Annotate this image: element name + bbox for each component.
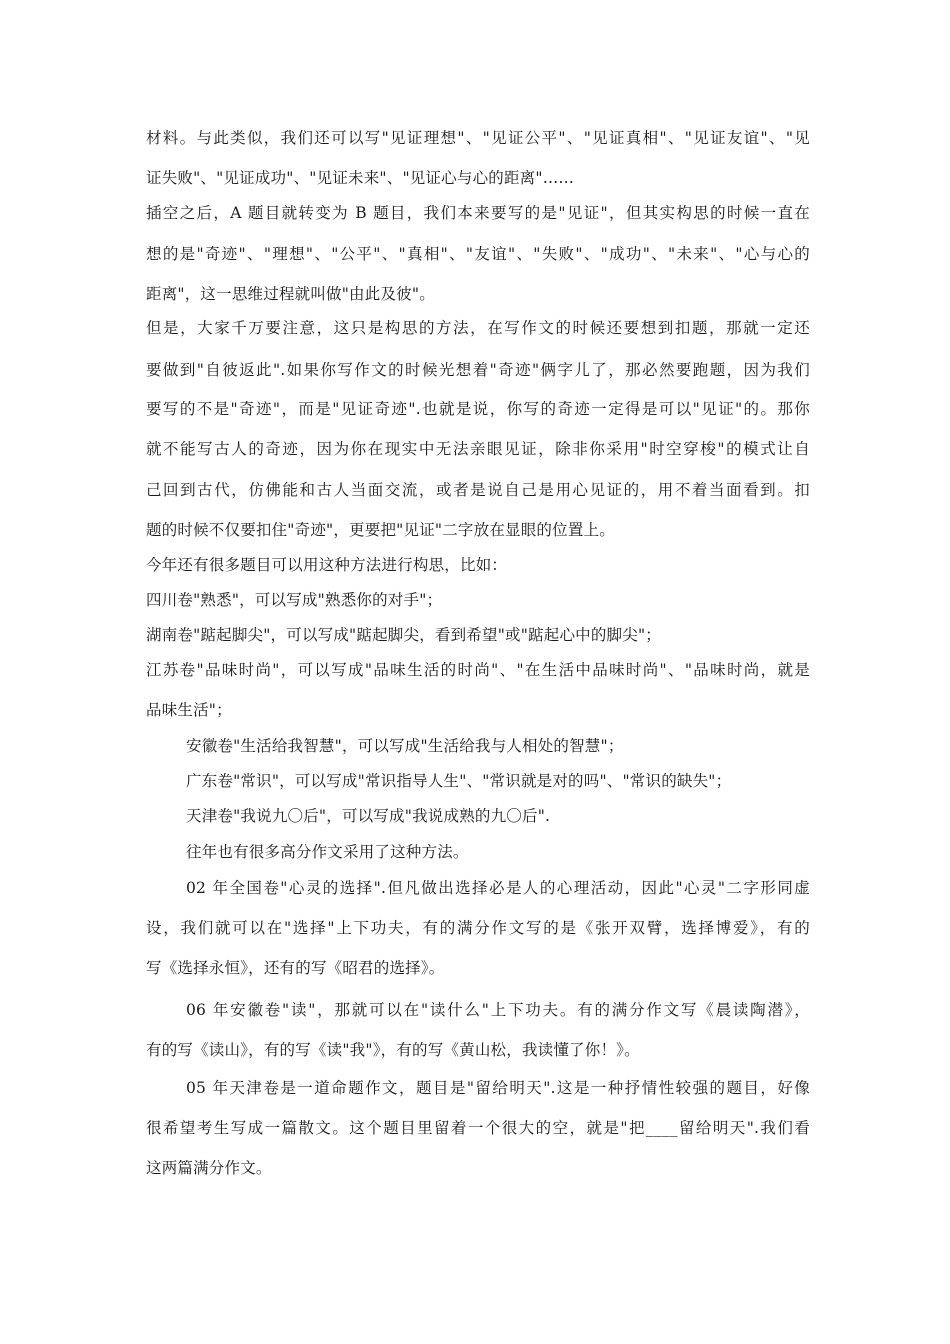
paragraph-line: 06 年安徽卷"读"，那就可以在"读什么"上下功夫。有的满分作文写《晨读陶潜》， — [186, 1001, 810, 1019]
list-item: 四川卷"熟悉"，可以写成"熟悉你的对手"； — [146, 591, 443, 609]
paragraph-line: 今年还有很多题目可以用这种方法进行构思，比如： — [146, 556, 508, 574]
paragraph-line: 材料。与此类似，我们还可以写"见证理想"、"见证公平"、"见证真相"、"见证友谊"、"见 — [146, 129, 810, 147]
paragraph-line: 02 年全国卷"心灵的选择".但凡做出选择必是人的心理活动，因此"心灵"二字形同虚 — [186, 879, 810, 897]
paragraph-line: 要写的不是"奇迹"，而是"见证奇迹".也就是说，你写的奇迹一定得是可以"见证"的。那你 — [146, 400, 810, 418]
paragraph-line: 就不能写古人的奇迹，因为你在现实中无法亲眼见证，除非你采用"时空穿梭"的模式让自 — [146, 440, 810, 458]
paragraph-line: 插空之后，A 题目就转变为 B 题目，我们本来要写的是"见证"，但其实构思的时候一直在 — [146, 204, 810, 222]
paragraph-line: 想的是"奇迹"、"理想"、"公平"、"真相"、"友谊"、"失败"、"成功"、"未来"、"心与心的 — [146, 245, 810, 263]
paragraph-line: 很希望考生写成一篇散文。这个题目里留着一个很大的空，就是"把____留给明天".我们看 — [146, 1119, 810, 1137]
paragraph-line: 往年也有很多高分作文采用了这种方法。 — [186, 843, 469, 861]
paragraph-line: 己回到古代，仿佛能和古人当面交流，或者是说自己是用心见证的，用不着当面看到。扣 — [146, 481, 810, 499]
paragraph-line: 这两篇满分作文。 — [146, 1159, 272, 1177]
list-item: 天津卷"我说九〇后"，可以写成"我说成熟的九〇后". — [186, 807, 551, 825]
paragraph-line: 有的写《读山》，有的写《读"我"》，有的写《黄山松，我读懂了你！》。 — [146, 1041, 640, 1059]
list-item: 品味生活"； — [146, 701, 232, 719]
paragraph-line: 写《选择永恒》，还有的写《昭君的选择》。 — [146, 959, 445, 977]
paragraph-line: 证失败"、"见证成功"、"见证未来"、"见证心与心的距离"…… — [146, 169, 575, 187]
list-item: 安徽卷"生活给我智慧"，可以写成"生活给我与人相处的智慧"； — [186, 737, 624, 755]
list-item: 江苏卷"品味时尚"，可以写成"品味生活的时尚"、"在生活中品味时尚"、"品味时尚，就是 — [146, 661, 810, 679]
paragraph-line: 距离"，这一思维过程就叫做"由此及彼"。 — [146, 285, 435, 303]
paragraph-line: 但是，大家千万要注意，这只是构思的方法，在写作文的时候还要想到扣题，那就一定还 — [146, 319, 810, 337]
list-item: 湖南卷"踮起脚尖"，可以写成"踮起脚尖，看到希望"或"踮起心中的脚尖"； — [146, 626, 661, 644]
paragraph-line: 题的时候不仅要扣住"奇迹"，更要把"见证"二字放在显眼的位置上。 — [146, 521, 615, 539]
paragraph-line: 要做到"自彼返此".如果你写作文的时候光想着"奇迹"俩字儿了，那必然要跑题，因为我们 — [146, 361, 810, 379]
paragraph-line: 设，我们就可以在"选择"上下功夫，有的满分作文写的是《张开双臂，选择博爱》，有的 — [146, 919, 810, 937]
list-item: 广东卷"常识"，可以写成"常识指导人生"、"常识就是对的吗"、"常识的缺失"； — [186, 772, 732, 790]
paragraph-line: 05 年天津卷是一道命题作文，题目是"留给明天".这是一种抒情性较强的题目，好像 — [186, 1079, 810, 1097]
